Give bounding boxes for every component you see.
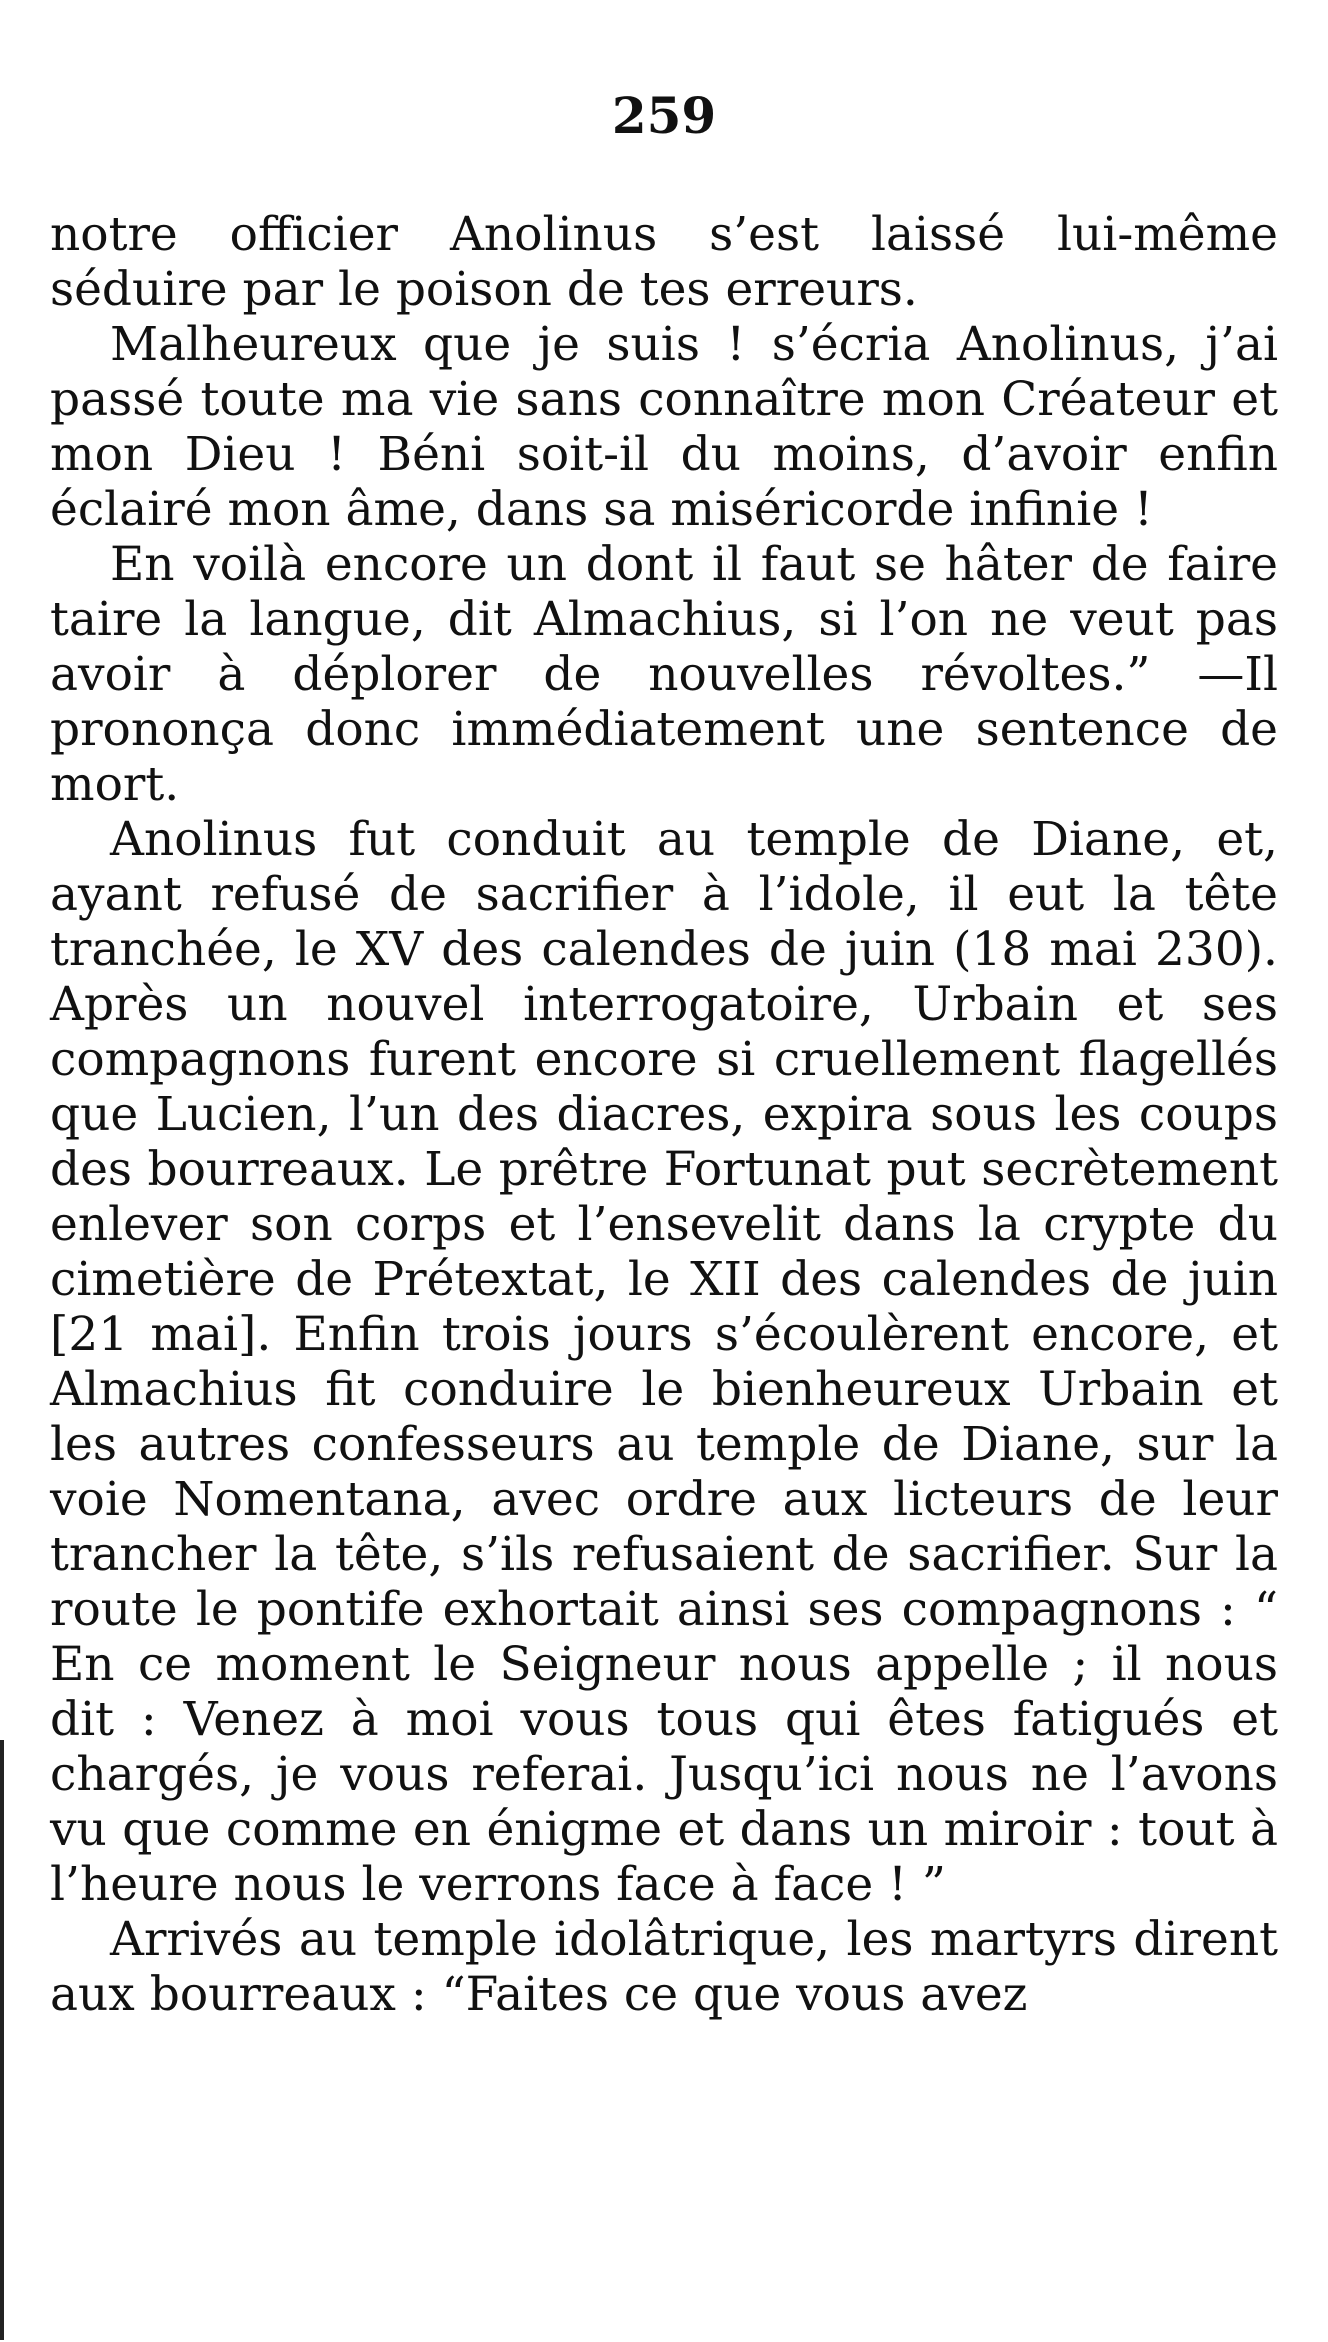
paragraph-2: Malheureux que je suis ! s’écria Anolinus, j’ai passé toute ma vie sans connaître mon Créateur et mon Dieu ! Béni soit-il du moins, d’avoir enfin éclairé mon âme, dans sa miséricorde infinie ! xyxy=(50,317,1278,537)
paragraph-1: notre officier Anolinus s’est laissé lui-même séduire par le poison de tes erreurs. xyxy=(50,207,1278,317)
scan-edge-line xyxy=(0,1740,4,2340)
page-number: 259 xyxy=(611,86,717,145)
paragraph-4: Anolinus fut conduit au temple de Diane, et, ayant refusé de sacrifier à l’idole, il eut la tête tranchée, le XV des calendes de juin (18 mai 230). Après un nouvel interrogatoire, Urbain et ses compagnons furent encore si cruellement flagellés que Lucien, l’un des diacres, expira sous les coups des bourreaux. Le prêtre Fortunat put secrètement enlever son corps et l’ensevelit dans la crypte du cimetière de Prétextat, le XII des calendes de juin [21 mai]. Enfin trois jours s’écoulèrent encore, et Almachius fit conduire le bienheureux Urbain et les autres confesseurs au temple de Diane, sur la voie Nomentana, avec ordre aux licteurs de leur trancher la tête, s’ils refusaient de sacrifier. Sur la route le pontife exhortait ainsi ses compagnons : “ En ce moment le Seigneur nous appelle ; il nous dit : Venez à moi vous tous qui êtes fatigués et chargés, je vous referai. Jusqu’ici nous ne l’avons vu que comme en énigme et dans un miroir : tout à l’heure nous le verrons face à face ! ” xyxy=(50,812,1278,1912)
paragraph-5: Arrivés au temple idolâtrique, les martyrs dirent aux bourreaux : “Faites ce que vous avez xyxy=(50,1912,1278,2022)
body-text xyxy=(50,207,1278,2022)
paragraph-3: En voilà encore un dont il faut se hâter de faire taire la langue, dit Almachius, si l’on ne veut pas avoir à déplorer de nouvelles révoltes.” —Il prononça donc immédiatement une sentence de mort. xyxy=(50,537,1278,812)
